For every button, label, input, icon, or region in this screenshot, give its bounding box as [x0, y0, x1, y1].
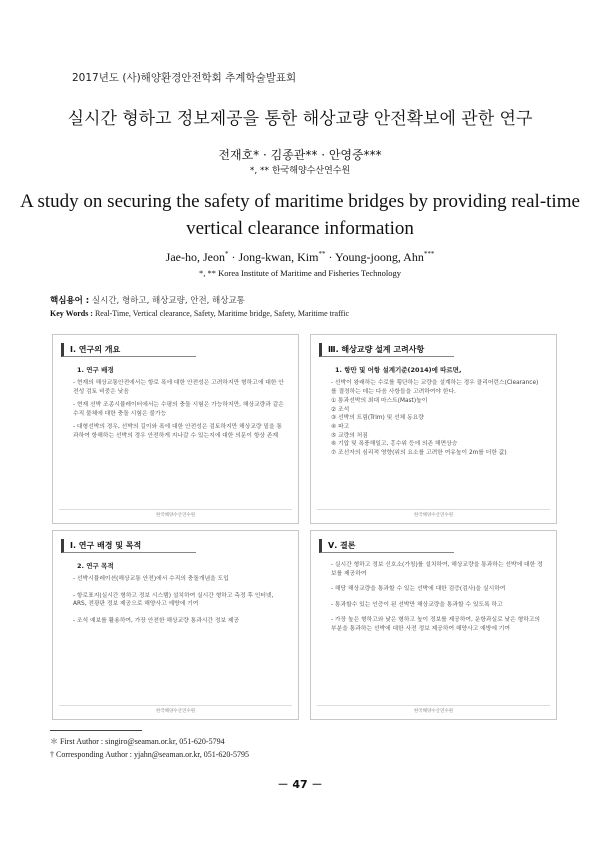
keywords-korean: [50, 294, 245, 306]
slide-footer-divider: [317, 509, 550, 510]
slide-background-purpose: [52, 530, 299, 720]
slide-title: Ⅰ. 연구의 개요: [61, 343, 196, 357]
slide-footer: 한국해양수산연수원: [413, 513, 454, 518]
bullet-item: - 통과할수 있는 인증이 된 선박만 해상교량을 통과할 수 있도록 하고: [331, 601, 503, 608]
footnote-first-author: ＊ First Author : singiro@seaman.or.kr, 051-620-5794: [50, 737, 225, 746]
bullet-item: - 대형선박의 경우, 선박의 길이와 폭에 대한 안전성은 검토하지만 해상교량 밑을 통과하여 항해하는 선박의 경우 안전하게 지나갈 수 있는지에 대한 의문이 항상 존재: [73, 424, 282, 439]
english-title-line-2: vertical clearance information: [186, 218, 414, 239]
slide-body: [331, 561, 543, 639]
keywords-korean-text: 실시간, 형하고, 해상교량, 안전, 해상교통: [89, 296, 245, 306]
numbered-item: ③ 선박의 트림(Trim) 및 선체 동요량: [331, 415, 424, 422]
slide-design-considerations: [310, 334, 557, 524]
english-title-line-1: A study on securing the safety of maritime bridges by providing real-time: [20, 191, 580, 212]
numbered-item: ② 조석: [331, 406, 350, 413]
numbered-item: ④ 파고: [331, 423, 350, 430]
keywords-english-label: Key Words :: [50, 309, 93, 318]
numbered-item: ⑥ 기압 및 폭풍해일고, 홍수위 등에 의존 해면상승: [331, 441, 458, 448]
keywords-english-text: Real-Time, Vertical clearance, Safety, Maritime bridge, Safety, Maritime traffic: [92, 309, 350, 318]
slide-footer-divider: [59, 509, 292, 510]
bullet-item: - 선박이 왕래하는 수로를 횡단하는 교량을 설계하는 경우 클리어런스(Clearance)를 결정하는 데는 다음 사항들을 고려하여야 한다.: [331, 380, 539, 395]
slide-footer-divider: [59, 705, 292, 706]
author-2-mark: **: [318, 250, 326, 258]
numbered-item: ⑤ 교량의 처짐: [331, 432, 368, 439]
numbered-item: ⑦ 조선자의 심리적 영향(위의 요소를 고려한 여유높이 2m를 더한 값): [331, 449, 507, 456]
slide-title: Ⅴ. 결론: [319, 539, 454, 553]
english-affiliation: *, ** Korea Institute of Maritime and Fisheries Technology: [198, 268, 402, 278]
bullet-item: - 실시간 형하고 정보 신호소(가칭)를 설치하여, 해상교량을 통과하는 선박에 대한 정보를 제공하여: [331, 562, 543, 577]
bullet-item: - 조석 예보를 활용하여, 가장 안전한 해상교량 통과시간 정보 제공: [73, 617, 240, 624]
slide-body: [73, 575, 285, 630]
korean-authors: 전재호* · 김종관** · 안영중***: [218, 148, 382, 162]
bullet-item: - 선박시뮬레이션(해상교통 안전)에서 수직의 충돌개념을 도입: [73, 576, 229, 582]
author-1-mark: *: [224, 250, 229, 258]
slide-subtitle: 1. 항만 및 어항 설계기준(2014)에 따르면,: [335, 366, 462, 374]
korean-title: 실시간 형하고 정보제공을 통한 해상교량 안전확보에 관한 연구: [67, 109, 533, 129]
author-1: Jae-ho, Jeon: [165, 250, 225, 264]
bullet-item: - 현재 선박 조종시뮬레이터에서는 수평의 충돌 시험은 가능하지만, 해상교량과 같은 수직 물체에 대한 충돌 시험은 불가능: [73, 402, 284, 417]
bullet-item: - 현재의 해상교통안전에서는 항로 폭에 대한 안전성은 고려하지만 형하고에 대한 안전성 검토 비중은 낮음: [73, 380, 284, 395]
slide-footer-divider: [317, 705, 550, 706]
bullet-item: - 항로표지(실시간 형하고 정보 시스템) 설치하여 실시간 형하고 측정 후 인터넷, ARS, 전광판 정보 제공으로 해양사고 예방에 기여: [73, 592, 274, 608]
footnote-divider: [50, 730, 142, 731]
english-title: [0, 188, 600, 242]
slide-footer: 한국해양수산연수원: [413, 709, 454, 714]
slide-footer: 한국해양수산연수원: [155, 709, 196, 714]
slide-subtitle: 1. 연구 배경: [77, 366, 114, 374]
slide-conclusion: [310, 530, 557, 720]
conference-header: 2017년도 (사)해양환경안전학회 추계학술발표회: [72, 72, 297, 84]
author-3-mark: ***: [423, 250, 435, 258]
bullet-item: - 해당 해상교량을 통과할 수 있는 선박에 대한 검증(검사)을 실시하여: [331, 586, 506, 593]
english-authors: [0, 250, 600, 265]
numbered-item: ① 통과선박의 최대 마스트(Mast)높이: [331, 398, 428, 405]
keywords-korean-label: 핵심용어 :: [50, 296, 90, 306]
author-2: · Jong-kwan, Kim: [228, 250, 319, 264]
slide-subtitle: 2. 연구 목적: [77, 562, 114, 570]
slide-research-overview: [52, 334, 299, 524]
slide-body: [331, 379, 543, 457]
page-number: － 47 －: [277, 778, 323, 791]
author-3: · Young-joong, Ahn: [325, 250, 424, 264]
korean-affiliation: *, ** 한국해양수산연수원: [249, 166, 351, 176]
keywords-english: [50, 309, 349, 318]
footnote-corresponding-author: † Corresponding Author : yjahn@seaman.or.kr, 051-620-5795: [50, 750, 250, 759]
slide-footer: 한국해양수산연수원: [155, 513, 196, 518]
slide-title: Ⅰ. 연구 배경 및 목적: [61, 539, 196, 553]
slide-title: Ⅲ. 해상교량 설계 고려사항: [319, 343, 454, 357]
slide-body: [73, 379, 285, 446]
bullet-item: - 가장 높은 형하고와 낮은 형하고 높이 정보를 제공하여, 운항과실로 낮은 형하고의 부분을 통과하는 선박에 대한 사전 정보 제공하여 해양사고 예방에 기여: [331, 617, 540, 632]
